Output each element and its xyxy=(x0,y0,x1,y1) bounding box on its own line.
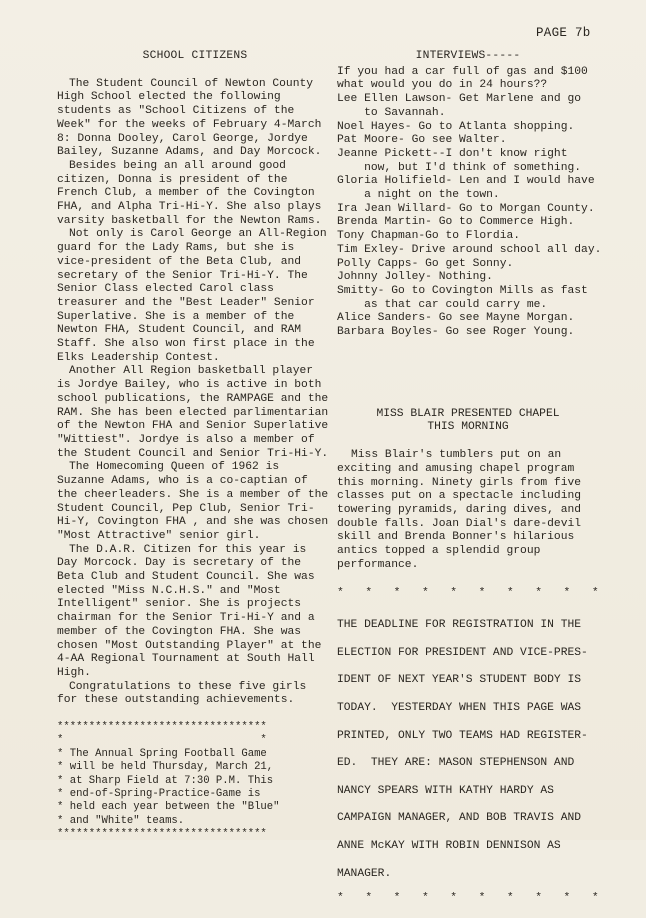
notice-line: * The Annual Spring Football Game xyxy=(57,747,267,760)
interview-line: to Savannah. xyxy=(337,106,446,119)
citizens-paragraph-carol: Not only is Carol George an All-Region guard for the Lady Rams, but she is vice-president of the Beta Club, and secretary of the Senior Tri-Hi-Y. The Senior Class elected Carol class treasurer and the "Best Leader" Senior Superlative. She is a member of the Newton FHA, Student Council, and RAM Staff. She also won first place in the Elks Leadership Contest. xyxy=(57,228,327,364)
deadline-line: TODAY. YESTERDAY WHEN THIS PAGE WAS xyxy=(337,701,582,714)
interview-line: Brenda Martin- Go to Commerce High. xyxy=(337,216,575,229)
interview-line: what would you do in 24 hours?? xyxy=(337,79,548,92)
blair-chapel-body: Miss Blair's tumblers put on an exciting and amusing chapel program this morning. Ninety girls from five classes put on a spectacle including towering pyramids, daring dives, and double falls. Joan Dial's dare-devil skill and Brenda Bonner's hilarious antics topped a splendid group performance. xyxy=(337,449,582,571)
right-column xyxy=(337,50,602,918)
interviews-heading: INTERVIEWS----- xyxy=(415,50,521,62)
notice-line: * and "White" teams. xyxy=(57,814,185,827)
football-game-notice xyxy=(57,721,333,842)
interview-line: as that car could carry me. xyxy=(337,298,548,311)
interview-line: Barbara Boyles- Go see Roger Young. xyxy=(337,326,575,339)
deadline-line: CAMPAIGN MANAGER, AND BOB TRAVIS AND xyxy=(337,812,582,825)
interview-line: Tony Chapman-Go to Flordia. xyxy=(337,230,521,243)
deadline-line: ANNE McKAY WITH ROBIN DENNISON AS xyxy=(337,839,561,852)
blair-heading-line-1: MISS BLAIR PRESENTED CHAPEL xyxy=(376,407,560,420)
notice-line: * held each year between the "Blue" xyxy=(57,801,280,814)
interview-line: a night on the town. xyxy=(337,189,500,202)
deadline-line: MANAGER. xyxy=(337,867,392,880)
deadline-line: THE DEADLINE FOR REGISTRATION IN THE xyxy=(337,619,582,632)
star-border-top: ********************************* xyxy=(57,721,267,734)
deadline-line: ELECTION FOR PRESIDENT AND VICE-PRES- xyxy=(337,646,588,659)
left-column xyxy=(57,50,333,842)
star-border-side: * * xyxy=(57,734,267,747)
deadline-notice xyxy=(337,612,599,888)
citizens-paragraph-jordye: Another All Region basketball player is Jordye Bailey, who is active in both school publications, the RAMPAGE and the RAM. She has been elected parlimentarian of the Newton FHA and Senior Superlative "Wittiest". Jordye is also a member of the Student Council and Senior Tri-Hi-Y. xyxy=(57,365,329,460)
citizens-paragraph-donna: Besides being an all around good citizen, Donna is president of the French Club, a member of the Covington FHA, and Alpha Tri-Hi-Y. She also plays varsity basketball for the Newton Rams. xyxy=(57,159,322,227)
star-divider-top: * * * * * * * * * * xyxy=(337,586,599,599)
blair-chapel-heading xyxy=(337,408,599,435)
interview-line: Ira Jean Willard- Go to Morgan County. xyxy=(337,202,595,215)
star-divider-bottom: * * * * * * * * * * xyxy=(337,892,599,905)
citizens-paragraph-intro: The Student Council of Newton County High School elected the following students as "School Citizens of the Week" for the weeks of February 4-March 8: Donna Dooley, Carol George, Jordye Bailey, Suzanne Adams, and Day Morcock. xyxy=(57,77,322,159)
deadline-line: IDENT OF NEXT YEAR'S STUDENT BODY IS xyxy=(337,674,582,687)
citizens-paragraph-day: The D.A.R. Citizen for this year is Day Morcock. Day is secretary of the Beta Club and Student Council. She was elected "Miss N.C.H.S." and "Most Intelligent" senior. She is projects chairman for the Senior Tri-Hi-Y and a member of the Covington FHA. She was chosen "Most Outstanding Player" at the 4-AA Regional Tournament at South Hall High. xyxy=(57,543,322,679)
deadline-line: ED. THEY ARE: MASON STEPHENSON AND xyxy=(337,757,575,770)
interview-line: Tim Exley- Drive around school all day. xyxy=(337,243,602,256)
interview-line: Polly Capps- Go get Sonny. xyxy=(337,257,514,270)
interview-line: Smitty- Go to Covington Mills as fast xyxy=(337,284,588,297)
interview-line: Gloria Holifield- Len and I would have xyxy=(337,175,595,188)
blair-heading-line-2: THIS MORNING xyxy=(427,421,509,434)
interview-line: Pat Moore- Go see Walter. xyxy=(337,134,507,147)
interview-line: If you had a car full of gas and $100 xyxy=(337,65,588,78)
page-number: PAGE 7b xyxy=(536,26,591,40)
citizens-paragraph-congrats: Congratulations to these five girls for these outstanding achievements. xyxy=(57,680,307,707)
interview-line: now, but I'd think of something. xyxy=(337,161,582,174)
notice-line: * end-of-Spring-Practice-Game is xyxy=(57,788,261,801)
citizens-paragraph-suzanne: The Homecoming Queen of 1962 is Suzanne Adams, who is a co-captian of the cheerleaders. She is a member of the Student Council, Pep Club, Senior Tri-Hi-Y, Covington FHA , and she was chosen "Most Attractive" senior girl. xyxy=(57,461,329,542)
notice-line: * will be held Thursday, March 21, xyxy=(57,761,274,774)
interview-line: Alice Sanders- Go see Mayne Morgan. xyxy=(337,312,575,325)
deadline-line: PRINTED, ONLY TWO TEAMS HAD REGISTER- xyxy=(337,729,588,742)
interview-line: Johnny Jolley- Nothing. xyxy=(337,271,493,284)
interviews-list xyxy=(337,65,602,340)
school-citizens-heading: SCHOOL CITIZENS xyxy=(142,50,248,62)
notice-line: * at Sharp Field at 7:30 P.M. This xyxy=(57,774,274,787)
star-border-bottom: ********************************* xyxy=(57,828,267,841)
interview-line: Lee Ellen Lawson- Get Marlene and go xyxy=(337,93,582,106)
interview-line: Noel Hayes- Go to Atlanta shopping. xyxy=(337,120,575,133)
interview-line: Jeanne Pickett--I don't know right xyxy=(337,147,568,160)
deadline-line: NANCY SPEARS WITH KATHY HARDY AS xyxy=(337,784,554,797)
